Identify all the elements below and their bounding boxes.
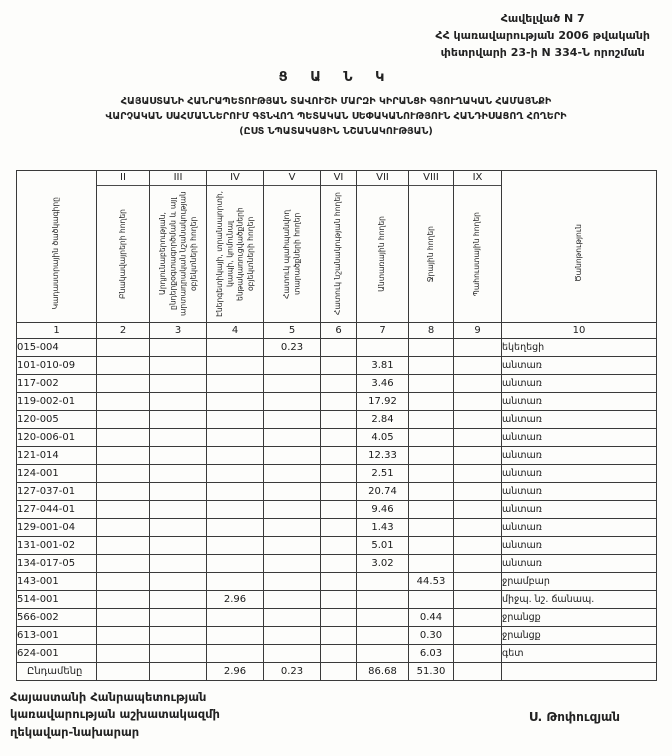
area-value-cell	[321, 411, 357, 429]
table-row	[17, 375, 657, 393]
area-value-cell	[321, 357, 357, 375]
cadastral-code-cell: 143-001	[17, 573, 97, 591]
area-value-cell	[321, 447, 357, 465]
cadastral-code-cell: 624-001	[17, 645, 97, 663]
area-value-cell	[454, 537, 502, 555]
cadastral-code-cell: 120-006-01	[17, 429, 97, 447]
column-number: 1	[17, 323, 97, 339]
note-cell: անտառ	[502, 537, 657, 555]
column-header-label: Անտառային հողեր	[377, 216, 387, 292]
total-row	[17, 663, 657, 681]
area-value-cell	[409, 465, 454, 483]
area-value-cell: 2.84	[357, 411, 409, 429]
area-value-cell	[150, 627, 207, 645]
column-number: 5	[264, 323, 321, 339]
area-value-cell	[409, 555, 454, 573]
title-line-2: ՎԱՐՉԱԿԱՆ ՍԱՀՄԱՆՆԵՐՈՒՄ ԳՏՆՎՈՂ ՊԵՏԱԿԱՆ ՍԵՓԱԿԱՆՈՒԹՅՈՒՆ ՀԱՆԴԻՍԱՑՈՂ ՀՈՂԵՐԻ	[105, 110, 567, 122]
signatory-line-1: Հայաստանի Հանրապետության	[10, 689, 207, 704]
area-value-cell	[264, 573, 321, 591]
area-value-cell	[409, 537, 454, 555]
area-value-cell	[150, 357, 207, 375]
area-value-cell	[321, 483, 357, 501]
area-value-cell	[150, 465, 207, 483]
table-row	[17, 483, 657, 501]
area-value-cell	[357, 339, 409, 357]
column-header-label: Էներգետիկայի, տրանսպորտի, կապի, կոմունալ ենթակառուցվածքների օբյեկտների հողեր	[214, 190, 255, 318]
area-value-cell	[454, 519, 502, 537]
note-cell: ջրանցք	[502, 627, 657, 645]
note-cell: անտառ	[502, 393, 657, 411]
annex-reference	[435, 10, 650, 61]
table-row	[17, 555, 657, 573]
area-value-cell	[357, 573, 409, 591]
area-value-cell	[150, 609, 207, 627]
column-header-label-wrap	[150, 186, 206, 322]
area-value-cell	[454, 393, 502, 411]
column-header-label: Ջրային հողեր	[425, 225, 435, 283]
table-header-row	[17, 171, 657, 323]
area-value-cell	[409, 375, 454, 393]
area-value-cell	[150, 375, 207, 393]
area-value-cell	[207, 501, 264, 519]
area-value-cell	[357, 645, 409, 663]
area-value-cell	[264, 447, 321, 465]
area-value-cell: 5.01	[357, 537, 409, 555]
area-value-cell	[150, 591, 207, 609]
area-value-cell	[97, 519, 150, 537]
table-row	[17, 609, 657, 627]
area-value-cell: 0.44	[409, 609, 454, 627]
title-line-1: ՀԱՅԱՍՏԱՆԻ ՀԱՆՐԱՊԵՏՈՒԹՅԱՆ ՏԱՎՈՒՇԻ ՄԱՐԶԻ ԿԻՐԱՆՑԻ ԳՅՈՒՂԱԿԱՆ ՀԱՄԱՅՆՔԻ	[120, 96, 552, 107]
roman-numeral: II	[97, 171, 149, 186]
roman-numeral: IV	[207, 171, 263, 186]
area-value-cell: 4.05	[357, 429, 409, 447]
cadastral-code-cell: 015-004	[17, 339, 97, 357]
area-value-cell	[207, 573, 264, 591]
area-value-cell	[409, 483, 454, 501]
area-value-cell	[207, 609, 264, 627]
table-row	[17, 393, 657, 411]
area-value-cell	[454, 627, 502, 645]
area-value-cell	[97, 393, 150, 411]
note-cell: անտառ	[502, 483, 657, 501]
area-value-cell: 3.46	[357, 375, 409, 393]
area-value-cell	[264, 375, 321, 393]
cadastral-code-cell: 613-001	[17, 627, 97, 645]
column-header-label-wrap	[321, 186, 356, 322]
area-value-cell	[264, 555, 321, 573]
area-value-cell	[454, 591, 502, 609]
column-number: 6	[321, 323, 357, 339]
column-header-8	[409, 171, 454, 323]
column-header-label-wrap	[409, 186, 453, 322]
area-value-cell	[150, 411, 207, 429]
cadastral-code-cell: 129-001-04	[17, 519, 97, 537]
area-value-cell	[264, 483, 321, 501]
area-value-cell	[264, 591, 321, 609]
area-value-cell	[357, 627, 409, 645]
column-number: 3	[150, 323, 207, 339]
area-value-cell	[321, 645, 357, 663]
note-cell: անտառ	[502, 375, 657, 393]
column-number: 8	[409, 323, 454, 339]
area-value-cell	[97, 447, 150, 465]
annex-line-2: ՀՀ կառավարության 2006 թվականի	[435, 29, 650, 43]
note-cell: միջպ. նշ. ճանապ.	[502, 591, 657, 609]
column-header-label: Ծանոթություն	[573, 224, 583, 282]
area-value-cell	[97, 375, 150, 393]
area-value-cell	[207, 339, 264, 357]
area-value-cell: 0.23	[264, 339, 321, 357]
area-value-cell: 3.02	[357, 555, 409, 573]
annex-line-1: Հավելված N 7	[500, 12, 585, 25]
area-value-cell	[409, 447, 454, 465]
column-number: 10	[502, 323, 657, 339]
table-row	[17, 501, 657, 519]
annex-line-3: փետրվարի 23-ի N 334-Ն որոշման	[440, 46, 645, 60]
roman-numeral	[502, 171, 656, 185]
note-cell: ջրամբար	[502, 573, 657, 591]
cadastral-code-cell: 514-001	[17, 591, 97, 609]
area-value-cell	[207, 519, 264, 537]
table-row	[17, 339, 657, 357]
area-value-cell: 6.03	[409, 645, 454, 663]
area-value-cell	[207, 393, 264, 411]
area-value-cell: 44.53	[409, 573, 454, 591]
signatory-title	[10, 689, 220, 742]
area-value-cell	[207, 357, 264, 375]
area-value-cell	[454, 375, 502, 393]
column-number: 7	[357, 323, 409, 339]
cadastral-code-cell: 127-044-01	[17, 501, 97, 519]
area-value-cell	[409, 357, 454, 375]
area-value-cell	[321, 609, 357, 627]
area-value-cell	[321, 429, 357, 447]
area-value-cell	[321, 375, 357, 393]
column-header-label: Արդյունաբերության, ընդերքօգտագործման և այլ արտադրական նշանակության օբյեկտների հողեր	[157, 191, 198, 317]
area-value-cell: 0.23	[264, 663, 321, 681]
area-value-cell	[207, 375, 264, 393]
area-value-cell	[150, 537, 207, 555]
area-value-cell	[207, 411, 264, 429]
note-cell: անտառ	[502, 447, 657, 465]
table-row	[17, 519, 657, 537]
area-value-cell	[357, 609, 409, 627]
signatory-line-2: կառավարության աշխատակազմի	[10, 707, 220, 722]
area-value-cell	[264, 411, 321, 429]
area-value-cell	[321, 393, 357, 411]
area-value-cell	[454, 609, 502, 627]
cadastral-code-cell: 101-010-09	[17, 357, 97, 375]
cadastral-code-cell: 119-002-01	[17, 393, 97, 411]
note-cell	[502, 663, 657, 681]
column-header-label-wrap	[502, 185, 656, 321]
area-value-cell: 1.43	[357, 519, 409, 537]
column-header-label: Կադաստրային ծածկագիրը	[51, 196, 61, 310]
column-header-label: Հատուկ պահպանվող տարածքների հողեր	[281, 209, 301, 299]
area-value-cell	[97, 663, 150, 681]
area-value-cell	[321, 519, 357, 537]
area-value-cell	[97, 609, 150, 627]
area-value-cell	[454, 411, 502, 429]
area-value-cell	[264, 357, 321, 375]
note-cell: եկեղեցի	[502, 339, 657, 357]
area-value-cell	[409, 429, 454, 447]
area-value-cell	[454, 555, 502, 573]
column-header-1	[17, 171, 97, 323]
area-value-cell	[264, 429, 321, 447]
note-cell: անտառ	[502, 429, 657, 447]
area-value-cell	[264, 537, 321, 555]
area-value-cell	[454, 645, 502, 663]
column-header-label-wrap	[207, 186, 263, 322]
area-value-cell	[409, 393, 454, 411]
table-row	[17, 465, 657, 483]
column-header-2	[97, 171, 150, 323]
table-row	[17, 573, 657, 591]
cadastral-code-cell: 120-005	[17, 411, 97, 429]
column-number-row	[17, 323, 657, 339]
note-cell: անտառ	[502, 411, 657, 429]
area-value-cell	[150, 573, 207, 591]
column-number: 2	[97, 323, 150, 339]
area-value-cell	[207, 483, 264, 501]
area-value-cell	[207, 429, 264, 447]
area-value-cell: 20.74	[357, 483, 409, 501]
roman-numeral: VI	[321, 171, 356, 186]
column-header-10	[502, 171, 657, 323]
area-value-cell	[150, 483, 207, 501]
area-value-cell	[321, 663, 357, 681]
area-value-cell: 17.92	[357, 393, 409, 411]
area-value-cell	[454, 501, 502, 519]
area-value-cell	[97, 573, 150, 591]
note-cell: ջրանցք	[502, 609, 657, 627]
column-header-3	[150, 171, 207, 323]
area-value-cell: 2.96	[207, 663, 264, 681]
area-value-cell	[97, 483, 150, 501]
area-value-cell	[454, 663, 502, 681]
column-header-label-wrap	[97, 186, 149, 322]
area-value-cell	[264, 627, 321, 645]
area-value-cell	[454, 483, 502, 501]
roman-numeral: III	[150, 171, 206, 186]
cadastral-code-cell: 134-017-05	[17, 555, 97, 573]
area-value-cell	[321, 501, 357, 519]
area-value-cell	[321, 537, 357, 555]
column-header-label: Պահուստային հողեր	[472, 211, 482, 297]
area-value-cell	[454, 465, 502, 483]
area-value-cell	[321, 591, 357, 609]
area-value-cell	[97, 591, 150, 609]
area-value-cell	[150, 339, 207, 357]
roman-numeral: IX	[454, 171, 501, 186]
area-value-cell	[264, 501, 321, 519]
area-value-cell	[97, 555, 150, 573]
column-header-label-wrap	[264, 186, 320, 322]
column-header-label-wrap	[454, 186, 501, 322]
area-value-cell	[409, 591, 454, 609]
area-value-cell: 51.30	[409, 663, 454, 681]
area-value-cell	[150, 663, 207, 681]
table-row	[17, 645, 657, 663]
area-value-cell	[454, 339, 502, 357]
note-cell: անտառ	[502, 519, 657, 537]
roman-numeral	[17, 171, 96, 185]
cadastral-code-cell: Ընդամենը	[17, 663, 97, 681]
area-value-cell	[454, 429, 502, 447]
column-header-label: Հատուկ նշանակության հողեր	[333, 192, 343, 316]
title-block	[0, 70, 672, 140]
column-header-label-wrap	[357, 186, 408, 322]
area-value-cell	[454, 357, 502, 375]
table-row	[17, 357, 657, 375]
area-value-cell	[357, 591, 409, 609]
table-row	[17, 537, 657, 555]
cadastral-code-cell: 566-002	[17, 609, 97, 627]
area-value-cell	[97, 627, 150, 645]
area-value-cell: 12.33	[357, 447, 409, 465]
table-body	[17, 339, 657, 681]
roman-numeral: VII	[357, 171, 408, 186]
area-value-cell	[321, 555, 357, 573]
column-header-9	[454, 171, 502, 323]
cadastral-code-cell: 131-001-02	[17, 537, 97, 555]
cadastral-code-cell: 124-001	[17, 465, 97, 483]
area-value-cell	[207, 555, 264, 573]
area-value-cell	[207, 627, 264, 645]
area-value-cell	[97, 501, 150, 519]
area-value-cell: 86.68	[357, 663, 409, 681]
area-value-cell	[409, 501, 454, 519]
area-value-cell: 2.96	[207, 591, 264, 609]
area-value-cell	[150, 645, 207, 663]
area-value-cell	[409, 339, 454, 357]
roman-numeral: V	[264, 171, 320, 186]
table-row	[17, 429, 657, 447]
area-value-cell: 3.81	[357, 357, 409, 375]
table-row	[17, 591, 657, 609]
column-header-label-wrap	[17, 185, 96, 321]
area-value-cell	[207, 645, 264, 663]
area-value-cell	[264, 645, 321, 663]
area-value-cell	[97, 411, 150, 429]
column-number: 9	[454, 323, 502, 339]
area-value-cell: 2.51	[357, 465, 409, 483]
area-value-cell	[97, 357, 150, 375]
note-cell: անտառ	[502, 501, 657, 519]
area-value-cell	[321, 573, 357, 591]
area-value-cell	[321, 627, 357, 645]
area-value-cell	[321, 465, 357, 483]
cadastral-code-cell: 117-002	[17, 375, 97, 393]
area-value-cell	[264, 519, 321, 537]
note-cell: անտառ	[502, 357, 657, 375]
area-value-cell: 0.30	[409, 627, 454, 645]
roman-numeral: VIII	[409, 171, 453, 186]
document-heading: Ց Ա Ն Կ	[278, 70, 394, 85]
area-value-cell	[409, 519, 454, 537]
cadastral-code-cell: 121-014	[17, 447, 97, 465]
column-header-6	[321, 171, 357, 323]
area-value-cell	[97, 465, 150, 483]
area-value-cell	[454, 573, 502, 591]
signature-name: Ս. Թոփուզյան	[528, 710, 620, 724]
area-value-cell: 9.46	[357, 501, 409, 519]
signatory-line-3: ղեկավար-նախարար	[10, 725, 140, 740]
note-cell: անտառ	[502, 465, 657, 483]
column-header-label: Բնակավայրերի հողեր	[117, 209, 127, 299]
cadastral-code-cell: 127-037-01	[17, 483, 97, 501]
area-value-cell	[97, 645, 150, 663]
area-value-cell	[264, 465, 321, 483]
area-value-cell	[207, 537, 264, 555]
area-value-cell	[150, 501, 207, 519]
area-value-cell	[97, 339, 150, 357]
table-row	[17, 411, 657, 429]
note-cell: գետ	[502, 645, 657, 663]
note-cell: անտառ	[502, 555, 657, 573]
area-value-cell	[97, 537, 150, 555]
area-value-cell	[321, 339, 357, 357]
land-parcels-table	[16, 170, 657, 681]
column-number: 4	[207, 323, 264, 339]
table-row	[17, 447, 657, 465]
area-value-cell	[150, 447, 207, 465]
area-value-cell	[207, 447, 264, 465]
area-value-cell	[264, 393, 321, 411]
table-row	[17, 627, 657, 645]
title-line-3: (ԸՍՏ ՆՊԱՏԱԿԱՅԻՆ ՆՇԱՆԱԿՈՒԹՅԱՆ)	[239, 125, 433, 137]
area-value-cell	[454, 447, 502, 465]
column-header-4	[207, 171, 264, 323]
area-value-cell	[207, 465, 264, 483]
column-header-7	[357, 171, 409, 323]
area-value-cell	[150, 393, 207, 411]
area-value-cell	[150, 429, 207, 447]
area-value-cell	[409, 411, 454, 429]
column-header-5	[264, 171, 321, 323]
area-value-cell	[264, 609, 321, 627]
area-value-cell	[150, 519, 207, 537]
area-value-cell	[150, 555, 207, 573]
area-value-cell	[97, 429, 150, 447]
